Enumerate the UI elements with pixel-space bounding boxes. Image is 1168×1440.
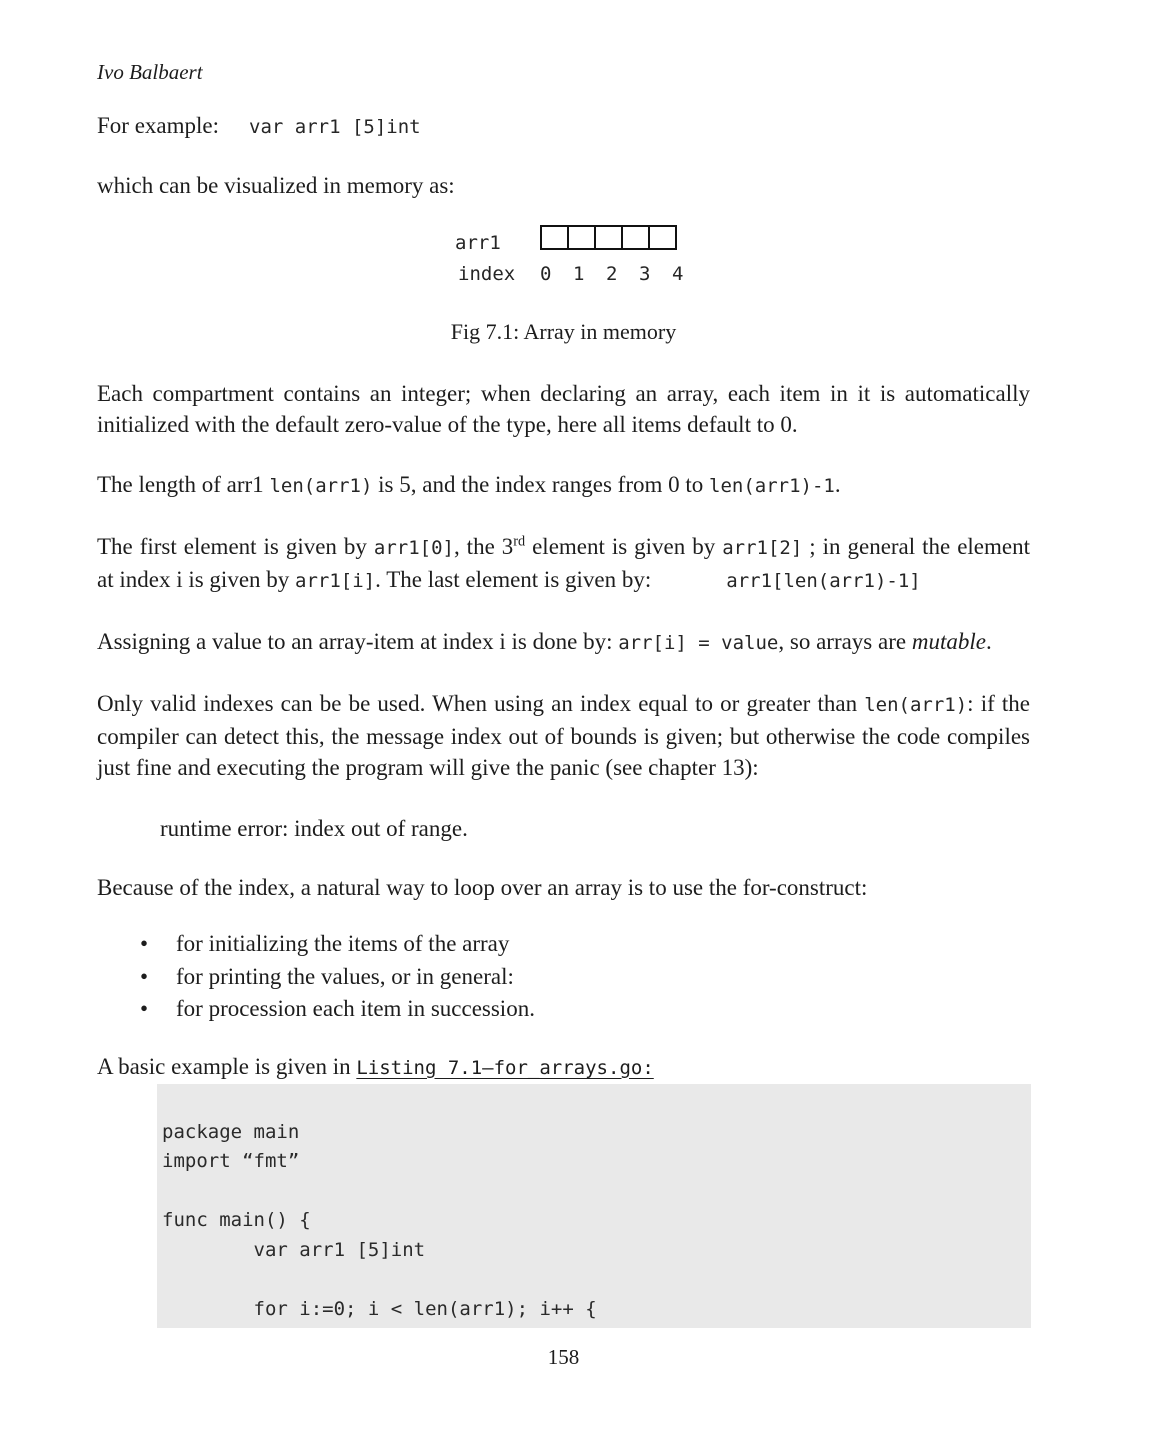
code-listing-block (157, 1084, 1031, 1328)
code-line: import “fmt” (162, 1150, 300, 1172)
array-cell (621, 225, 650, 250)
index-label: index (458, 263, 516, 285)
list-item (97, 928, 1030, 961)
text-run: is 5, and the index ranges from 0 to (372, 472, 710, 497)
figure-array-row (455, 222, 1030, 254)
listing-reference-link[interactable]: Listing 7.1—for_arrays.go: (356, 1056, 654, 1079)
code-line: for i:=0; i < len(arr1); i++ { (162, 1297, 597, 1320)
inline-code-var-decl: var arr1 [5]int (249, 116, 421, 138)
inline-code-assignment: arr[i] = value (618, 632, 779, 654)
text-run: element is given by (525, 534, 723, 559)
code-line: var arr1 [5]int (162, 1238, 426, 1261)
array-cell (594, 225, 623, 250)
text-run: Only valid indexes can be be used. When using an index equal to or greater than (97, 691, 865, 716)
text-run: The length of arr1 (97, 472, 270, 497)
text-run: . (834, 472, 841, 497)
code-line: func main() { (162, 1209, 311, 1231)
text-run: The first element is given by (97, 534, 374, 559)
paragraph-assigning (97, 626, 1030, 659)
visualized-line: which can be visualized in memory as: (97, 173, 455, 198)
paragraph-valid-indexes (97, 688, 1030, 783)
running-header-author: Ivo Balbaert (97, 60, 203, 84)
array-name-label: arr1 (455, 232, 501, 254)
code-line: package main (162, 1120, 300, 1143)
page-number: 158 (547, 1344, 580, 1369)
paragraph-because-index: Because of the index, a natural way to loop over an array is to use the for-construct: (97, 875, 868, 900)
paragraph-length (97, 469, 1030, 502)
text-run: : if the compiler can detect this, the message index out of bounds is given; but otherwise the code compiles just fine and executing the program will give the panic (see chapter 13): (97, 691, 1030, 780)
for-example-line (97, 110, 1030, 143)
text-run: ; in general the element at index i is given by (97, 534, 1030, 592)
text-run: Assigning a value to an array-item at index i is done by: (97, 629, 619, 654)
inline-code-last-element: arr1[len(arr1)-1] (726, 570, 921, 592)
runtime-error-line: runtime error: index out of range. (160, 816, 468, 841)
figure-index-row (458, 263, 1030, 285)
paragraph-basic-example (97, 1051, 1030, 1084)
list-item-text: for printing the values, or in general: (176, 963, 514, 989)
figure-array-memory (455, 222, 1030, 285)
index-number: 3 (639, 263, 651, 285)
inline-code-arr1-2: arr1[2] (722, 537, 803, 559)
text-run: , so arrays are (778, 629, 912, 654)
text-run: , the 3 (453, 534, 514, 559)
inline-code-len-arr1: len(arr1) (864, 694, 968, 716)
inline-code-len: len(arr1) (269, 475, 373, 497)
for-example-label: For example: (97, 113, 219, 138)
index-number: 4 (672, 263, 684, 285)
text-run: . The last element is given by: (375, 567, 652, 592)
bullet-icon: • (140, 996, 149, 1021)
paragraph-first-element (97, 531, 1030, 597)
array-cell (648, 225, 677, 250)
list-item-text: for procession each item in succession. (176, 996, 535, 1021)
list-item (97, 961, 1030, 994)
emphasis-mutable: mutable (911, 629, 986, 654)
array-cell (567, 225, 596, 250)
code-line (162, 1265, 1023, 1295)
index-number: 1 (573, 263, 585, 285)
code-line (162, 1177, 1023, 1207)
list-item-text: for initializing the items of the array (176, 931, 510, 956)
inline-code-len-minus1: len(arr1)-1 (709, 475, 835, 497)
bullet-icon: • (140, 931, 149, 956)
bullet-icon: • (140, 963, 149, 989)
index-number: 2 (606, 263, 618, 285)
array-cells (540, 222, 677, 250)
array-cell (540, 225, 569, 250)
inline-code-arr1-0: arr1[0] (373, 537, 454, 559)
ordinal-superscript: rd (513, 533, 526, 550)
inline-code-arr1-i: arr1[i] (295, 570, 376, 592)
index-number: 0 (540, 263, 552, 285)
figure-caption: Fig 7.1: Array in memory (450, 319, 677, 344)
text-run: A basic example is given in (97, 1053, 357, 1079)
list-item (97, 993, 1030, 1026)
bullet-list (97, 928, 1030, 1026)
paragraph-compartments: Each compartment contains an integer; when declaring an array, each item in it is automatically initialized with the default zero-value of the type, here all items default to 0. (97, 381, 1030, 437)
text-run: . (985, 629, 992, 654)
